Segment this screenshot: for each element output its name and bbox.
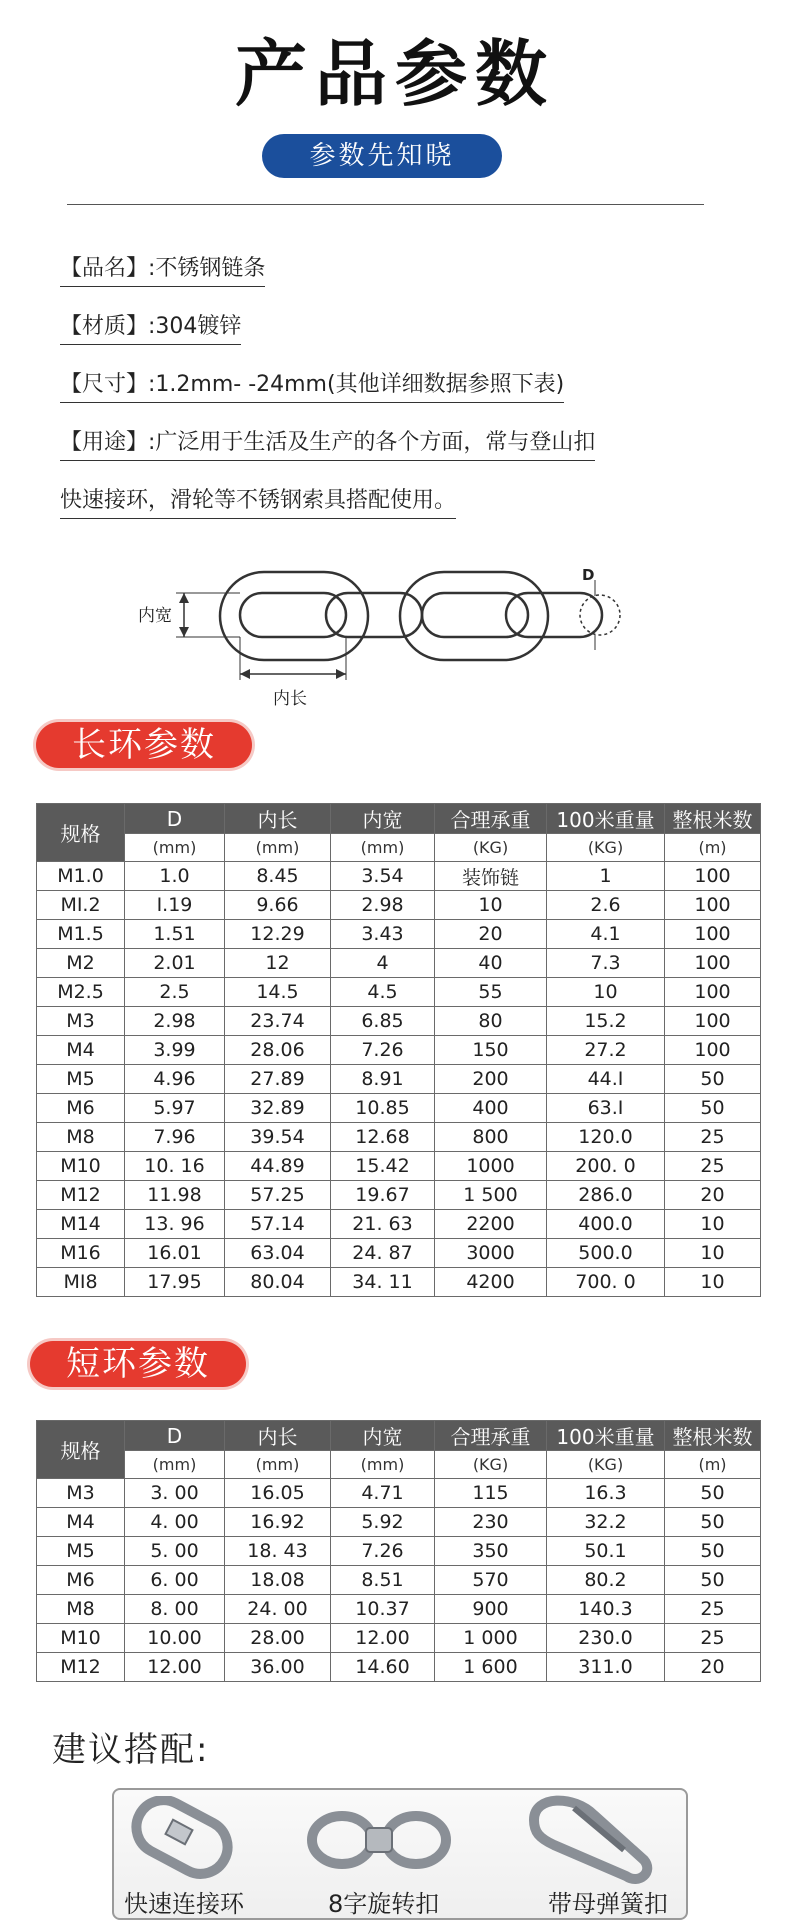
table-cell: 12.00 <box>331 1624 435 1653</box>
table-row <box>37 1094 761 1123</box>
table-cell: 4 <box>331 949 435 978</box>
table-cell: 5.97 <box>125 1094 225 1123</box>
table-cell: 7.26 <box>331 1537 435 1566</box>
accessory-label-quick-link: 快速连接环 <box>124 1890 244 1918</box>
table-cell: 100 <box>665 1036 761 1065</box>
table-cell: 12 <box>225 949 331 978</box>
table-cell: 10 <box>665 1239 761 1268</box>
table-row <box>37 891 761 920</box>
table-cell: 4. 00 <box>125 1508 225 1537</box>
accessory-label-snap-hook: 带母弹簧扣 <box>548 1890 668 1918</box>
header-length: 整根米数 <box>665 1421 761 1451</box>
table-cell: 7.26 <box>331 1036 435 1065</box>
table-cell: 3. 00 <box>125 1479 225 1508</box>
table-cell: 44.I <box>547 1065 665 1094</box>
header-d: D <box>125 804 225 834</box>
section-title-long-ring: 长环参数 <box>36 722 252 768</box>
page-title: 产品参数 <box>234 32 555 116</box>
table-row <box>37 1007 761 1036</box>
table-cell: 36.00 <box>225 1653 331 1682</box>
table-cell: 100 <box>665 920 761 949</box>
table-cell: 23.74 <box>225 1007 331 1036</box>
table-cell: 10 <box>547 978 665 1007</box>
unit-weight: (KG) <box>547 834 665 862</box>
table-cell: M10 <box>37 1152 125 1181</box>
table-cell: I.19 <box>125 891 225 920</box>
unit-load: (KG) <box>435 834 547 862</box>
table-cell: 18.08 <box>225 1566 331 1595</box>
table-cell: 32.89 <box>225 1094 331 1123</box>
unit-inner-width: (mm) <box>331 1451 435 1479</box>
table-cell: 5. 00 <box>125 1537 225 1566</box>
table-cell: 16.01 <box>125 1239 225 1268</box>
table-cell: 4.96 <box>125 1065 225 1094</box>
table-cell: M1.0 <box>37 862 125 891</box>
table-cell: MI8 <box>37 1268 125 1297</box>
table-cell: 34. 11 <box>331 1268 435 1297</box>
label-inner-width: 内宽 <box>138 606 172 626</box>
snap-hook-icon <box>514 1790 664 1890</box>
table-cell: 20 <box>665 1181 761 1210</box>
table-cell: 8. 00 <box>125 1595 225 1624</box>
table-row <box>37 1123 761 1152</box>
table-row <box>37 949 761 978</box>
table-cell: 57.25 <box>225 1181 331 1210</box>
table-cell: 2.98 <box>331 891 435 920</box>
table-cell: 15.2 <box>547 1007 665 1036</box>
table-cell: 50.1 <box>547 1537 665 1566</box>
table-cell: 44.89 <box>225 1152 331 1181</box>
header-inner-length: 内长 <box>225 1421 331 1451</box>
long-ring-table-body <box>37 862 761 1297</box>
table-cell: 8.45 <box>225 862 331 891</box>
unit-length: (m) <box>665 1451 761 1479</box>
unit-load: (KG) <box>435 1451 547 1479</box>
table-cell: 100 <box>665 949 761 978</box>
header-inner-width: 内宽 <box>331 804 435 834</box>
accessory-label-swivel: 8字旋转扣 <box>328 1890 440 1918</box>
table-cell: 16.05 <box>225 1479 331 1508</box>
table-cell: 140.3 <box>547 1595 665 1624</box>
table-cell: 10 <box>665 1268 761 1297</box>
table-cell: 1000 <box>435 1152 547 1181</box>
table-cell: 13. 96 <box>125 1210 225 1239</box>
table-cell: 3.43 <box>331 920 435 949</box>
swivel-icon <box>304 1800 454 1880</box>
table-row <box>37 862 761 891</box>
table-cell: 100 <box>665 1007 761 1036</box>
table-cell: M5 <box>37 1065 125 1094</box>
table-cell: 27.89 <box>225 1065 331 1094</box>
table-cell: M4 <box>37 1508 125 1537</box>
table-cell: 4200 <box>435 1268 547 1297</box>
info-product-name: 【品名】:不锈钢链条 <box>60 254 265 287</box>
table-cell: M4 <box>37 1036 125 1065</box>
table-cell: 24. 00 <box>225 1595 331 1624</box>
header-load: 合理承重 <box>435 804 547 834</box>
table-cell: 6.85 <box>331 1007 435 1036</box>
table-cell: 2.6 <box>547 891 665 920</box>
table-cell: 700. 0 <box>547 1268 665 1297</box>
table-cell: 200 <box>435 1065 547 1094</box>
table-cell: 14.60 <box>331 1653 435 1682</box>
table-cell: 800 <box>435 1123 547 1152</box>
table-cell: 5.92 <box>331 1508 435 1537</box>
table-cell: 10 <box>665 1210 761 1239</box>
table-cell: 3.54 <box>331 862 435 891</box>
table-row <box>37 920 761 949</box>
table-cell: M8 <box>37 1595 125 1624</box>
short-ring-table <box>36 1420 761 1682</box>
table-cell: 4.71 <box>331 1479 435 1508</box>
table-row <box>37 1566 761 1595</box>
link-left-inner <box>240 593 346 637</box>
section-title-short-ring: 短环参数 <box>30 1341 246 1387</box>
table-cell: 150 <box>435 1036 547 1065</box>
table-cell: 4.5 <box>331 978 435 1007</box>
table-row <box>37 1595 761 1624</box>
table-cell: 400.0 <box>547 1210 665 1239</box>
table-row <box>37 1653 761 1682</box>
table-cell: 10.85 <box>331 1094 435 1123</box>
info-usage: 【用途】:广泛用于生活及生产的各个方面，常与登山扣 <box>60 428 595 461</box>
info-material: 【材质】:304镀锌 <box>60 312 241 345</box>
table-cell: 50 <box>665 1537 761 1566</box>
unit-inner-length: (mm) <box>225 1451 331 1479</box>
table-row <box>37 1239 761 1268</box>
quick-link-icon <box>122 1796 242 1886</box>
table-cell: 10 <box>435 891 547 920</box>
table-cell: MI.2 <box>37 891 125 920</box>
unit-length: (m) <box>665 834 761 862</box>
table-cell: 100 <box>665 978 761 1007</box>
table-cell: 11.98 <box>125 1181 225 1210</box>
table-cell: 2.98 <box>125 1007 225 1036</box>
table-cell: M3 <box>37 1007 125 1036</box>
table-cell: 50 <box>665 1094 761 1123</box>
table-cell: 10.00 <box>125 1624 225 1653</box>
header-weight: 100米重量 <box>547 804 665 834</box>
table-cell: 500.0 <box>547 1239 665 1268</box>
unit-weight: (KG) <box>547 1451 665 1479</box>
table-cell: M3 <box>37 1479 125 1508</box>
table-cell: M6 <box>37 1566 125 1595</box>
info-usage-continued: 快速接环，滑轮等不锈钢索具搭配使用。 <box>60 486 456 519</box>
table-row <box>37 1537 761 1566</box>
table-cell: 3000 <box>435 1239 547 1268</box>
table-row <box>37 1479 761 1508</box>
table-cell: M6 <box>37 1094 125 1123</box>
table-cell: 16.3 <box>547 1479 665 1508</box>
table-cell: M10 <box>37 1624 125 1653</box>
table-cell: 4.1 <box>547 920 665 949</box>
table-cell: 10.37 <box>331 1595 435 1624</box>
table-cell: 25 <box>665 1152 761 1181</box>
table-cell: 40 <box>435 949 547 978</box>
subtitle-badge: 参数先知晓 <box>262 134 502 178</box>
table-cell: 1.0 <box>125 862 225 891</box>
table-cell: 装饰链 <box>435 862 547 891</box>
table-cell: M2 <box>37 949 125 978</box>
unit-d: (mm) <box>125 1451 225 1479</box>
table-cell: 115 <box>435 1479 547 1508</box>
table-cell: 25 <box>665 1624 761 1653</box>
suggest-title: 建议搭配: <box>52 1730 210 1770</box>
header-length: 整根米数 <box>665 804 761 834</box>
table-cell: 8.51 <box>331 1566 435 1595</box>
chain-diagram <box>120 560 640 710</box>
table-row <box>37 1210 761 1239</box>
header-inner-width: 内宽 <box>331 1421 435 1451</box>
table-cell: 24. 87 <box>331 1239 435 1268</box>
table-cell: 50 <box>665 1508 761 1537</box>
table-cell: 120.0 <box>547 1123 665 1152</box>
table-cell: 57.14 <box>225 1210 331 1239</box>
table-cell: 2.01 <box>125 949 225 978</box>
table-cell: 10. 16 <box>125 1152 225 1181</box>
table-cell: 50 <box>665 1566 761 1595</box>
table-cell: 1 000 <box>435 1624 547 1653</box>
table-cell: 12.68 <box>331 1123 435 1152</box>
table-cell: 63.04 <box>225 1239 331 1268</box>
table-row <box>37 1152 761 1181</box>
table-cell: 39.54 <box>225 1123 331 1152</box>
table-row <box>37 1624 761 1653</box>
table-cell: 8.91 <box>331 1065 435 1094</box>
label-inner-length: 内长 <box>273 689 307 709</box>
table-cell: 1.51 <box>125 920 225 949</box>
table-cell: 18. 43 <box>225 1537 331 1566</box>
table-cell: 50 <box>665 1479 761 1508</box>
table-cell: 9.66 <box>225 891 331 920</box>
table-cell: 12.00 <box>125 1653 225 1682</box>
table-cell: 3.99 <box>125 1036 225 1065</box>
table-cell: 15.42 <box>331 1152 435 1181</box>
table-cell: 570 <box>435 1566 547 1595</box>
table-cell: 80.2 <box>547 1566 665 1595</box>
table-cell: 80 <box>435 1007 547 1036</box>
header-inner-length: 内长 <box>225 804 331 834</box>
header-load: 合理承重 <box>435 1421 547 1451</box>
table-cell: 63.I <box>547 1094 665 1123</box>
table-cell: 21. 63 <box>331 1210 435 1239</box>
table-cell: 230 <box>435 1508 547 1537</box>
unit-inner-width: (mm) <box>331 834 435 862</box>
table-cell: 19.67 <box>331 1181 435 1210</box>
table-cell: 55 <box>435 978 547 1007</box>
table-cell: M16 <box>37 1239 125 1268</box>
table-cell: M2.5 <box>37 978 125 1007</box>
table-cell: M8 <box>37 1123 125 1152</box>
header-weight: 100米重量 <box>547 1421 665 1451</box>
table-cell: 100 <box>665 891 761 920</box>
table-cell: 286.0 <box>547 1181 665 1210</box>
table-row <box>37 1181 761 1210</box>
table-cell: 7.3 <box>547 949 665 978</box>
accessories-panel <box>112 1788 688 1920</box>
table-cell: 12.29 <box>225 920 331 949</box>
table-cell: 14.5 <box>225 978 331 1007</box>
table-cell: 80.04 <box>225 1268 331 1297</box>
short-ring-table-body <box>37 1479 761 1682</box>
table-cell: M12 <box>37 1181 125 1210</box>
table-cell: M12 <box>37 1653 125 1682</box>
table-cell: M14 <box>37 1210 125 1239</box>
long-ring-table <box>36 803 761 1297</box>
table-cell: 230.0 <box>547 1624 665 1653</box>
unit-inner-length: (mm) <box>225 834 331 862</box>
table-cell: 311.0 <box>547 1653 665 1682</box>
table-cell: 1 600 <box>435 1653 547 1682</box>
table-row <box>37 978 761 1007</box>
table-cell: M5 <box>37 1537 125 1566</box>
header-spec: 规格 <box>37 1421 125 1479</box>
label-d: D <box>582 566 595 584</box>
table-cell: 27.2 <box>547 1036 665 1065</box>
table-cell: 16.92 <box>225 1508 331 1537</box>
table-cell: 1 500 <box>435 1181 547 1210</box>
table-cell: 17.95 <box>125 1268 225 1297</box>
table-cell: 32.2 <box>547 1508 665 1537</box>
table-row <box>37 1036 761 1065</box>
table-cell: 50 <box>665 1065 761 1094</box>
table-row <box>37 1508 761 1537</box>
table-cell: M1.5 <box>37 920 125 949</box>
table-cell: 7.96 <box>125 1123 225 1152</box>
table-cell: 2200 <box>435 1210 547 1239</box>
info-size: 【尺寸】:1.2mm- -24mm(其他详细数据参照下表) <box>60 370 564 403</box>
table-row <box>37 1065 761 1094</box>
table-cell: 900 <box>435 1595 547 1624</box>
divider <box>67 204 704 205</box>
table-cell: 1 <box>547 862 665 891</box>
table-cell: 28.00 <box>225 1624 331 1653</box>
table-cell: 20 <box>665 1653 761 1682</box>
table-cell: 350 <box>435 1537 547 1566</box>
table-cell: 25 <box>665 1595 761 1624</box>
table-cell: 6. 00 <box>125 1566 225 1595</box>
table-cell: 2.5 <box>125 978 225 1007</box>
unit-d: (mm) <box>125 834 225 862</box>
table-cell: 28.06 <box>225 1036 331 1065</box>
table-cell: 200. 0 <box>547 1152 665 1181</box>
table-cell: 100 <box>665 862 761 891</box>
table-row <box>37 1268 761 1297</box>
header-spec: 规格 <box>37 804 125 862</box>
table-cell: 20 <box>435 920 547 949</box>
table-cell: 25 <box>665 1123 761 1152</box>
header-d: D <box>125 1421 225 1451</box>
table-cell: 400 <box>435 1094 547 1123</box>
